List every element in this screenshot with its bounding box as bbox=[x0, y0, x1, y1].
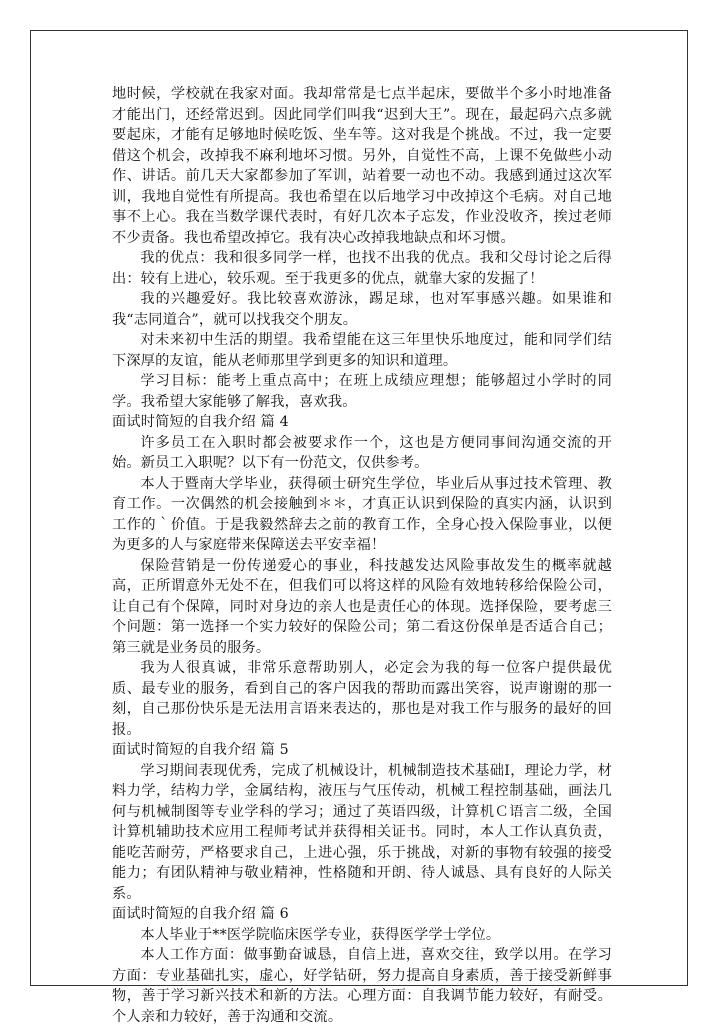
paragraph: 学习目标：能考上重点高中；在班上成绩应理想；能够超过小学时的同学。我希望大家能够了解我，喜欢我。 bbox=[112, 373, 612, 410]
section-heading: 面试时简短的自我介绍 篇 5 bbox=[112, 742, 289, 758]
section-heading: 面试时简短的自我介绍 篇 6 bbox=[112, 906, 289, 922]
paragraph: 本人于暨南大学毕业，获得硕士研究生学位，毕业后从事过技术管理、教育工作。一次偶然的机会接触到＊＊，才真正认识到保险的真实内涵，认识到工作的｀价值。于是我毅然辞去之前的教育工作，全身心投入保险事业，以便为更多的人与家庭带来保障送去平安幸福！ bbox=[112, 475, 612, 553]
document-body bbox=[112, 84, 612, 1027]
paragraph: 学习期间表现优秀，完成了机械设计，机械制造技术基础Ⅰ，理论力学，材料力学，结构力学，金属结构，液压与气压传动，机械工程控制基础，画法几何与机械制图等专业学科的学习；通过了英语四级，计算机Ｃ语言二级，全国计算机辅助技术应用工程师考试并获得相关证书。同时，本人工作认真负责，能吃苦耐劳，严格要求自己，上进心强，乐于挑战，对新的事物有较强的接受能力；有团队精神与敬业精神，性格随和开朗、待人诚恳、具有良好的人际关系。 bbox=[112, 762, 612, 902]
paragraph: 本人工作方面：做事勤奋诚恳，自信上进，喜欢交往，致学以用。在学习方面：专业基础扎实，虚心，好学钻研，努力提高自身素质，善于接受新鲜事物，善于学习新兴技术和新的方法。心理方面：自我调节能力较好，有耐受。个人亲和力较好，善于沟通和交流。 bbox=[112, 947, 612, 1025]
paragraph: 我的兴趣爱好。我比较喜欢游泳，踢足球，也对军事感兴趣。如果谁和我“志同道合”，就可以找我交个朋友。 bbox=[112, 291, 612, 328]
paragraph: 我的优点：我和很多同学一样，也找不出我的优点。我和父母讨论之后得出：较有上进心，较乐观。至于我更多的优点，就靠大家的发掘了！ bbox=[112, 250, 612, 287]
paragraph: 对未来初中生活的期望。我希望能在这三年里快乐地度过，能和同学们结下深厚的友谊，能从老师那里学到更多的知识和道理。 bbox=[112, 332, 612, 369]
paragraph: 保险营销是一份传递爱心的事业，科技越发达风险事故发生的概率就越高，正所谓意外无处不在，但我们可以将这样的风险有效地转移给保险公司，让自己有个保障，同时对身边的亲人也是责任心的体现。选择保险，要考虑三个问题：第一选择一个实力较好的保险公司；第二看这份保单是否适合自己；第三就是业务员的服务。 bbox=[112, 557, 612, 656]
paragraph: 我为人很真诚，非常乐意帮助别人，必定会为我的每一位客户提供最优质、最专业的服务，看到自己的客户因我的帮助而露出笑容，说声谢谢的那一刻，自己那份快乐是无法用言语来表达的，那也是对我工作与服务的最好的回报。 bbox=[112, 660, 612, 738]
paragraph: 地时候，学校就在我家对面。我却常常是七点半起床，要做半个多小时地准备才能出门，还经常迟到。因此同学们叫我“迟到大王”。现在，最起码六点多就要起床，才能有足够地时候吃饭、坐车等。这对我是个挑战。不过，我一定要借这个机会，改掉我不麻利地坏习惯。另外，自觉性不高，上课不免做些小动作、讲话。前几天大家都参加了军训，站着要一动也不动。我感到通过这次军训，我地自觉性有所提高。我也希望在以后地学习中改掉这个毛病。对自己地事不上心。我在当数学课代表时，有好几次本子忘发，作业没收齐，挨过老师不少责备。我也希望改掉它。我有决心改掉我地缺点和坏习惯。 bbox=[112, 86, 612, 246]
paragraph: 本人毕业于**医学院临床医学专业，获得医学学士学位。 bbox=[140, 926, 501, 943]
section-heading: 面试时简短的自我介绍 篇 4 bbox=[112, 414, 289, 430]
paragraph: 许多员工在入职时都会被要求作一个，这也是方便同事间沟通交流的开始。新员工入职呢？以下有一份范文，仅供参考。 bbox=[112, 434, 612, 471]
